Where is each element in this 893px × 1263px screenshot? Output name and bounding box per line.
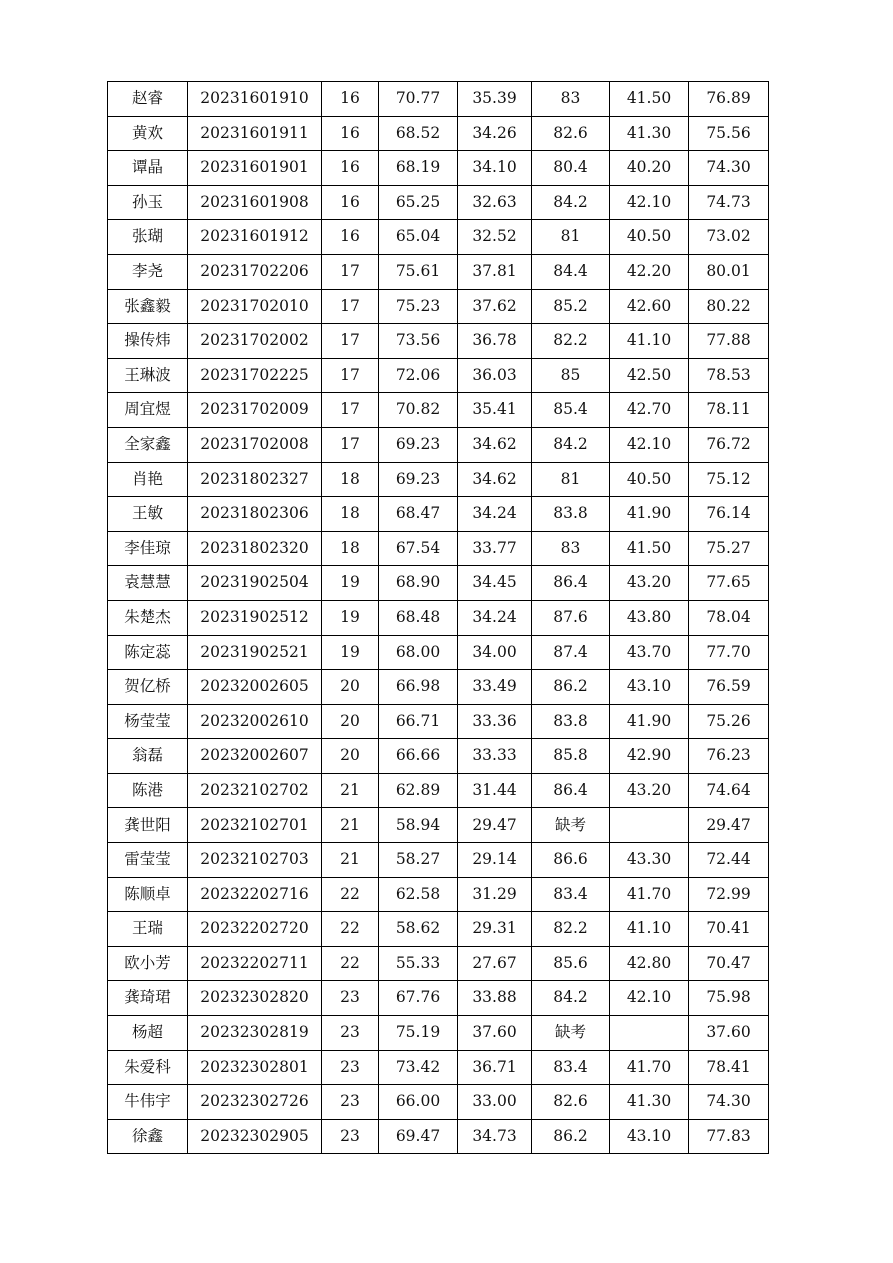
- cell-interview-score: 85.4: [532, 393, 610, 428]
- cell-interview-weighted: 42.60: [610, 289, 689, 324]
- cell-name: 陈定蕊: [108, 635, 188, 670]
- cell-name: 肖艳: [108, 462, 188, 497]
- score-table: [107, 81, 769, 1154]
- cell-position-code: 16: [322, 116, 379, 151]
- cell-name: 李尧: [108, 254, 188, 289]
- cell-exam-id: 20232302905: [188, 1119, 322, 1154]
- cell-name: 朱楚杰: [108, 600, 188, 635]
- cell-interview-score: 85.2: [532, 289, 610, 324]
- cell-exam-id: 20231601910: [188, 82, 322, 117]
- table-row: [108, 358, 769, 393]
- table-row: [108, 946, 769, 981]
- cell-exam-id: 20231702008: [188, 427, 322, 462]
- cell-written-score: 72.06: [379, 358, 458, 393]
- table-row: [108, 254, 769, 289]
- cell-name: 雷莹莹: [108, 843, 188, 878]
- cell-name: 李佳琼: [108, 531, 188, 566]
- cell-name: 周宜煜: [108, 393, 188, 428]
- cell-exam-id: 20231702010: [188, 289, 322, 324]
- cell-written-score: 58.27: [379, 843, 458, 878]
- cell-exam-id: 20231802327: [188, 462, 322, 497]
- cell-name: 黄欢: [108, 116, 188, 151]
- cell-exam-id: 20231702009: [188, 393, 322, 428]
- table-row: [108, 1016, 769, 1051]
- table-row: [108, 843, 769, 878]
- table-row: [108, 773, 769, 808]
- cell-interview-weighted: 42.50: [610, 358, 689, 393]
- cell-written-score: 70.82: [379, 393, 458, 428]
- cell-total-score: 75.12: [689, 462, 769, 497]
- cell-exam-id: 20231802306: [188, 497, 322, 532]
- table-row: [108, 1085, 769, 1120]
- cell-interview-weighted: 41.70: [610, 877, 689, 912]
- cell-total-score: 78.41: [689, 1050, 769, 1085]
- cell-name: 朱爱科: [108, 1050, 188, 1085]
- cell-interview-score: 86.4: [532, 566, 610, 601]
- cell-interview-weighted: [610, 808, 689, 843]
- cell-position-code: 18: [322, 497, 379, 532]
- cell-interview-score: 85.6: [532, 946, 610, 981]
- cell-interview-score: 83: [532, 531, 610, 566]
- cell-written-score: 65.04: [379, 220, 458, 255]
- cell-interview-score: 82.6: [532, 1085, 610, 1120]
- cell-interview-weighted: 43.10: [610, 1119, 689, 1154]
- cell-position-code: 18: [322, 462, 379, 497]
- cell-exam-id: 20231902521: [188, 635, 322, 670]
- cell-interview-score: 85.8: [532, 739, 610, 774]
- cell-written-score: 67.54: [379, 531, 458, 566]
- cell-interview-score: 86.2: [532, 1119, 610, 1154]
- cell-written-score: 58.62: [379, 912, 458, 947]
- cell-written-weighted: 34.62: [458, 427, 532, 462]
- cell-interview-weighted: 41.10: [610, 912, 689, 947]
- cell-interview-score: 83.4: [532, 877, 610, 912]
- cell-written-weighted: 34.00: [458, 635, 532, 670]
- cell-name: 贺亿桥: [108, 670, 188, 705]
- cell-exam-id: 20232002607: [188, 739, 322, 774]
- cell-position-code: 22: [322, 912, 379, 947]
- cell-written-weighted: 34.24: [458, 497, 532, 532]
- cell-written-weighted: 32.63: [458, 185, 532, 220]
- cell-position-code: 23: [322, 1050, 379, 1085]
- cell-position-code: 16: [322, 185, 379, 220]
- cell-total-score: 73.02: [689, 220, 769, 255]
- cell-interview-weighted: 40.20: [610, 151, 689, 186]
- cell-interview-weighted: 41.50: [610, 82, 689, 117]
- table-row: [108, 981, 769, 1016]
- cell-interview-score: 81: [532, 220, 610, 255]
- table-row: [108, 116, 769, 151]
- cell-name: 翁磊: [108, 739, 188, 774]
- cell-interview-score: 83.4: [532, 1050, 610, 1085]
- cell-total-score: 75.56: [689, 116, 769, 151]
- table-row: [108, 531, 769, 566]
- cell-written-weighted: 33.36: [458, 704, 532, 739]
- cell-total-score: 76.23: [689, 739, 769, 774]
- cell-exam-id: 20231802320: [188, 531, 322, 566]
- cell-written-score: 75.23: [379, 289, 458, 324]
- cell-interview-weighted: 41.30: [610, 1085, 689, 1120]
- cell-written-score: 68.52: [379, 116, 458, 151]
- cell-exam-id: 20231702002: [188, 324, 322, 359]
- cell-position-code: 16: [322, 151, 379, 186]
- cell-exam-id: 20231601908: [188, 185, 322, 220]
- cell-position-code: 16: [322, 82, 379, 117]
- cell-exam-id: 20232102701: [188, 808, 322, 843]
- table-row: [108, 877, 769, 912]
- table-row: [108, 912, 769, 947]
- cell-written-score: 69.23: [379, 462, 458, 497]
- cell-name: 操传炜: [108, 324, 188, 359]
- cell-exam-id: 20232102703: [188, 843, 322, 878]
- table-row: [108, 600, 769, 635]
- cell-written-weighted: 34.24: [458, 600, 532, 635]
- cell-exam-id: 20232302801: [188, 1050, 322, 1085]
- cell-written-score: 68.19: [379, 151, 458, 186]
- cell-written-weighted: 32.52: [458, 220, 532, 255]
- cell-written-weighted: 29.14: [458, 843, 532, 878]
- table-row: [108, 151, 769, 186]
- cell-name: 王瑞: [108, 912, 188, 947]
- cell-written-score: 73.56: [379, 324, 458, 359]
- cell-written-weighted: 27.67: [458, 946, 532, 981]
- cell-name: 赵睿: [108, 82, 188, 117]
- cell-written-weighted: 33.33: [458, 739, 532, 774]
- cell-exam-id: 20232202711: [188, 946, 322, 981]
- cell-written-weighted: 33.00: [458, 1085, 532, 1120]
- cell-total-score: 74.73: [689, 185, 769, 220]
- cell-name: 全家鑫: [108, 427, 188, 462]
- cell-total-score: 78.04: [689, 600, 769, 635]
- cell-interview-weighted: 40.50: [610, 462, 689, 497]
- table-row: [108, 566, 769, 601]
- cell-name: 龚琦珺: [108, 981, 188, 1016]
- cell-name: 袁慧慧: [108, 566, 188, 601]
- cell-written-weighted: 29.47: [458, 808, 532, 843]
- cell-total-score: 77.88: [689, 324, 769, 359]
- cell-interview-weighted: 42.20: [610, 254, 689, 289]
- cell-total-score: 77.83: [689, 1119, 769, 1154]
- cell-total-score: 29.47: [689, 808, 769, 843]
- table-row: [108, 82, 769, 117]
- cell-exam-id: 20232002610: [188, 704, 322, 739]
- cell-interview-score: 84.2: [532, 185, 610, 220]
- table-row: [108, 704, 769, 739]
- cell-total-score: 76.14: [689, 497, 769, 532]
- cell-interview-score: 82.2: [532, 324, 610, 359]
- table-row: [108, 289, 769, 324]
- cell-interview-weighted: 41.10: [610, 324, 689, 359]
- table-row: [108, 635, 769, 670]
- cell-interview-weighted: 41.90: [610, 704, 689, 739]
- cell-written-weighted: 36.78: [458, 324, 532, 359]
- cell-interview-weighted: 43.70: [610, 635, 689, 670]
- cell-interview-weighted: 42.10: [610, 981, 689, 1016]
- cell-name: 陈港: [108, 773, 188, 808]
- cell-written-weighted: 29.31: [458, 912, 532, 947]
- cell-exam-id: 20232102702: [188, 773, 322, 808]
- cell-interview-weighted: 41.90: [610, 497, 689, 532]
- cell-total-score: 37.60: [689, 1016, 769, 1051]
- cell-total-score: 76.89: [689, 82, 769, 117]
- cell-name: 王敏: [108, 497, 188, 532]
- cell-name: 徐鑫: [108, 1119, 188, 1154]
- cell-exam-id: 20231702225: [188, 358, 322, 393]
- cell-position-code: 20: [322, 704, 379, 739]
- cell-interview-score: 86.6: [532, 843, 610, 878]
- table-row: [108, 670, 769, 705]
- cell-written-score: 65.25: [379, 185, 458, 220]
- cell-name: 欧小芳: [108, 946, 188, 981]
- cell-written-weighted: 31.29: [458, 877, 532, 912]
- cell-interview-weighted: 42.80: [610, 946, 689, 981]
- cell-total-score: 76.59: [689, 670, 769, 705]
- cell-interview-weighted: 42.70: [610, 393, 689, 428]
- cell-written-score: 66.00: [379, 1085, 458, 1120]
- cell-total-score: 70.47: [689, 946, 769, 981]
- cell-name: 谭晶: [108, 151, 188, 186]
- cell-written-weighted: 36.03: [458, 358, 532, 393]
- cell-total-score: 80.01: [689, 254, 769, 289]
- cell-interview-score: 80.4: [532, 151, 610, 186]
- cell-interview-score: 缺考: [532, 808, 610, 843]
- cell-written-score: 68.00: [379, 635, 458, 670]
- cell-written-weighted: 33.77: [458, 531, 532, 566]
- cell-position-code: 17: [322, 393, 379, 428]
- cell-written-score: 69.23: [379, 427, 458, 462]
- cell-written-score: 67.76: [379, 981, 458, 1016]
- cell-name: 牛伟宇: [108, 1085, 188, 1120]
- cell-position-code: 20: [322, 670, 379, 705]
- cell-interview-weighted: 43.10: [610, 670, 689, 705]
- cell-written-weighted: 31.44: [458, 773, 532, 808]
- cell-written-weighted: 33.49: [458, 670, 532, 705]
- cell-position-code: 18: [322, 531, 379, 566]
- table-row: [108, 324, 769, 359]
- cell-position-code: 23: [322, 1085, 379, 1120]
- cell-total-score: 75.26: [689, 704, 769, 739]
- cell-total-score: 77.70: [689, 635, 769, 670]
- table-row: [108, 393, 769, 428]
- cell-written-score: 68.48: [379, 600, 458, 635]
- cell-position-code: 16: [322, 220, 379, 255]
- cell-name: 龚世阳: [108, 808, 188, 843]
- cell-position-code: 19: [322, 566, 379, 601]
- cell-interview-weighted: 42.90: [610, 739, 689, 774]
- cell-written-score: 62.58: [379, 877, 458, 912]
- cell-written-score: 68.90: [379, 566, 458, 601]
- cell-written-weighted: 34.10: [458, 151, 532, 186]
- cell-total-score: 75.27: [689, 531, 769, 566]
- cell-written-score: 66.66: [379, 739, 458, 774]
- table-row: [108, 427, 769, 462]
- cell-interview-weighted: 43.80: [610, 600, 689, 635]
- cell-written-score: 69.47: [379, 1119, 458, 1154]
- cell-name: 陈顺卓: [108, 877, 188, 912]
- cell-written-weighted: 34.73: [458, 1119, 532, 1154]
- cell-total-score: 72.44: [689, 843, 769, 878]
- cell-written-weighted: 34.26: [458, 116, 532, 151]
- cell-total-score: 74.64: [689, 773, 769, 808]
- cell-position-code: 17: [322, 427, 379, 462]
- cell-interview-weighted: 42.10: [610, 185, 689, 220]
- cell-exam-id: 20231702206: [188, 254, 322, 289]
- table-row: [108, 497, 769, 532]
- cell-name: 王琳波: [108, 358, 188, 393]
- cell-position-code: 23: [322, 1119, 379, 1154]
- cell-total-score: 77.65: [689, 566, 769, 601]
- cell-total-score: 78.11: [689, 393, 769, 428]
- cell-total-score: 76.72: [689, 427, 769, 462]
- cell-interview-score: 83: [532, 82, 610, 117]
- cell-exam-id: 20232302820: [188, 981, 322, 1016]
- cell-written-score: 55.33: [379, 946, 458, 981]
- cell-total-score: 80.22: [689, 289, 769, 324]
- cell-written-score: 58.94: [379, 808, 458, 843]
- cell-interview-score: 86.4: [532, 773, 610, 808]
- cell-interview-score: 87.6: [532, 600, 610, 635]
- cell-interview-weighted: 40.50: [610, 220, 689, 255]
- cell-exam-id: 20231902512: [188, 600, 322, 635]
- cell-name: 张鑫毅: [108, 289, 188, 324]
- cell-position-code: 21: [322, 773, 379, 808]
- cell-written-weighted: 34.45: [458, 566, 532, 601]
- table-row: [108, 739, 769, 774]
- table-row: [108, 1050, 769, 1085]
- table-row: [108, 220, 769, 255]
- cell-interview-score: 82.2: [532, 912, 610, 947]
- cell-name: 孙玉: [108, 185, 188, 220]
- cell-interview-score: 84.2: [532, 981, 610, 1016]
- cell-written-weighted: 33.88: [458, 981, 532, 1016]
- cell-position-code: 21: [322, 843, 379, 878]
- cell-interview-score: 85: [532, 358, 610, 393]
- cell-total-score: 75.98: [689, 981, 769, 1016]
- cell-position-code: 19: [322, 635, 379, 670]
- cell-written-weighted: 36.71: [458, 1050, 532, 1085]
- cell-exam-id: 20231601912: [188, 220, 322, 255]
- cell-interview-score: 87.4: [532, 635, 610, 670]
- cell-interview-weighted: 43.30: [610, 843, 689, 878]
- cell-written-weighted: 37.60: [458, 1016, 532, 1051]
- cell-written-score: 73.42: [379, 1050, 458, 1085]
- cell-written-weighted: 37.81: [458, 254, 532, 289]
- cell-written-score: 75.19: [379, 1016, 458, 1051]
- cell-interview-score: 81: [532, 462, 610, 497]
- cell-position-code: 17: [322, 289, 379, 324]
- cell-interview-weighted: 43.20: [610, 566, 689, 601]
- cell-total-score: 70.41: [689, 912, 769, 947]
- table-row: [108, 185, 769, 220]
- cell-total-score: 72.99: [689, 877, 769, 912]
- cell-position-code: 17: [322, 358, 379, 393]
- table-row: [108, 1119, 769, 1154]
- cell-written-score: 68.47: [379, 497, 458, 532]
- cell-position-code: 21: [322, 808, 379, 843]
- cell-exam-id: 20231601901: [188, 151, 322, 186]
- cell-exam-id: 20232302819: [188, 1016, 322, 1051]
- cell-total-score: 74.30: [689, 151, 769, 186]
- cell-written-score: 66.98: [379, 670, 458, 705]
- cell-written-weighted: 35.39: [458, 82, 532, 117]
- cell-position-code: 23: [322, 1016, 379, 1051]
- cell-position-code: 17: [322, 324, 379, 359]
- cell-exam-id: 20232302726: [188, 1085, 322, 1120]
- cell-interview-score: 84.4: [532, 254, 610, 289]
- cell-name: 杨莹莹: [108, 704, 188, 739]
- table-row: [108, 462, 769, 497]
- cell-total-score: 74.30: [689, 1085, 769, 1120]
- cell-written-weighted: 35.41: [458, 393, 532, 428]
- cell-interview-score: 83.8: [532, 704, 610, 739]
- cell-written-weighted: 34.62: [458, 462, 532, 497]
- cell-total-score: 78.53: [689, 358, 769, 393]
- cell-interview-weighted: 41.70: [610, 1050, 689, 1085]
- cell-written-weighted: 37.62: [458, 289, 532, 324]
- cell-interview-weighted: 41.30: [610, 116, 689, 151]
- cell-position-code: 17: [322, 254, 379, 289]
- cell-exam-id: 20232002605: [188, 670, 322, 705]
- cell-interview-weighted: 41.50: [610, 531, 689, 566]
- cell-interview-score: 缺考: [532, 1016, 610, 1051]
- cell-exam-id: 20231902504: [188, 566, 322, 601]
- cell-interview-weighted: [610, 1016, 689, 1051]
- cell-position-code: 22: [322, 946, 379, 981]
- cell-written-score: 75.61: [379, 254, 458, 289]
- cell-name: 张瑚: [108, 220, 188, 255]
- cell-interview-score: 82.6: [532, 116, 610, 151]
- cell-exam-id: 20232202716: [188, 877, 322, 912]
- cell-interview-weighted: 43.20: [610, 773, 689, 808]
- cell-interview-weighted: 42.10: [610, 427, 689, 462]
- cell-position-code: 23: [322, 981, 379, 1016]
- table-body: [108, 82, 769, 1154]
- cell-interview-score: 83.8: [532, 497, 610, 532]
- cell-written-score: 62.89: [379, 773, 458, 808]
- cell-position-code: 19: [322, 600, 379, 635]
- cell-exam-id: 20231601911: [188, 116, 322, 151]
- cell-interview-score: 86.2: [532, 670, 610, 705]
- cell-written-score: 70.77: [379, 82, 458, 117]
- cell-position-code: 20: [322, 739, 379, 774]
- cell-written-score: 66.71: [379, 704, 458, 739]
- cell-exam-id: 20232202720: [188, 912, 322, 947]
- table-row: [108, 808, 769, 843]
- cell-name: 杨超: [108, 1016, 188, 1051]
- cell-position-code: 22: [322, 877, 379, 912]
- cell-interview-score: 84.2: [532, 427, 610, 462]
